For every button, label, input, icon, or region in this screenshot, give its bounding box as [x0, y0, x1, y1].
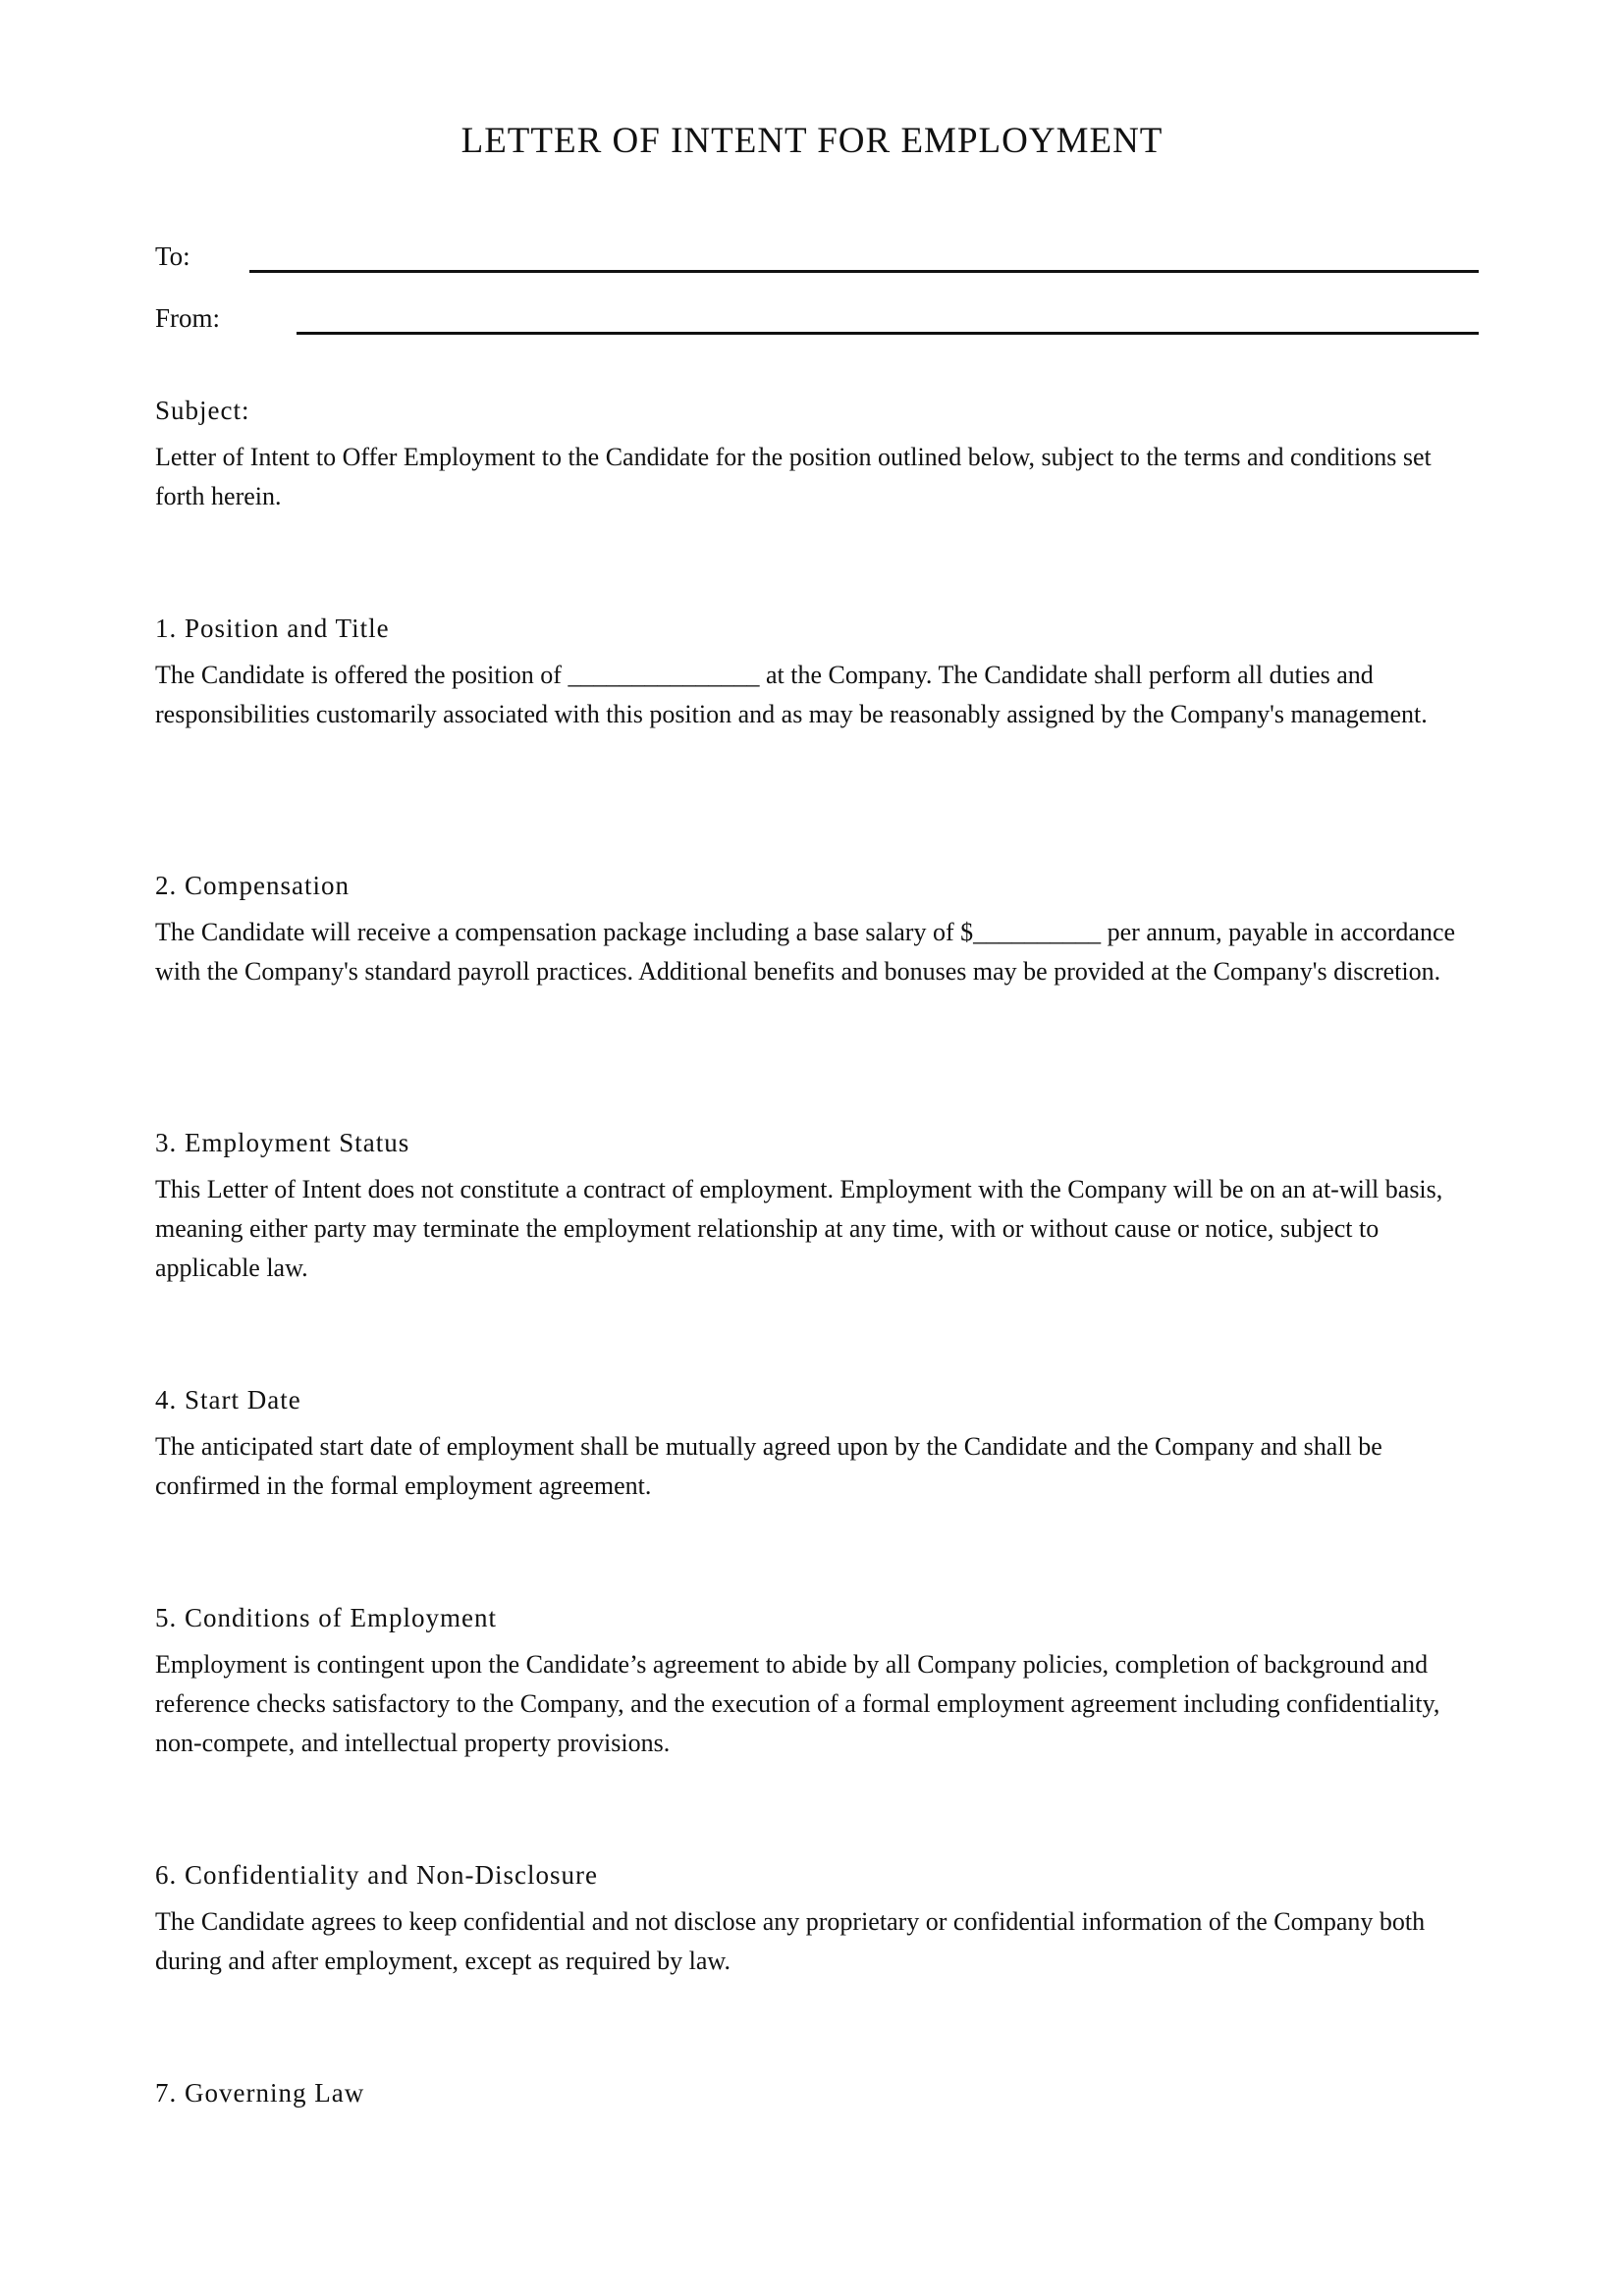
section-heading-employment-status: 3. Employment Status	[155, 1128, 410, 1157]
section-body-compensation: The Candidate will receive a compensation package including a base salary of $__________ per annum, payable in accordance with the Company's standard payroll practices. Additional benefits and bonuses may be provided at the Company's discretion.	[155, 918, 1456, 986]
section-heading-conditions: 5. Conditions of Employment	[155, 1603, 497, 1632]
subject-label: Subject:	[155, 396, 250, 425]
section-heading-position: 1. Position and Title	[155, 614, 390, 643]
document-title: LETTER OF INTENT FOR EMPLOYMENT	[460, 121, 1164, 161]
section-heading-compensation: 2. Compensation	[155, 871, 350, 900]
to-label: To:	[155, 241, 190, 271]
section-body-employment-status: This Letter of Intent does not constitute a contract of employment. Employment with the Company will be on an at-will basis, meaning either party may terminate the employment relationship at any time, with or without cause or notice, subject to applicable law.	[155, 1175, 1443, 1282]
section-body-position: The Candidate is offered the position of _______________ at the Company. The Candidate shall perform all duties and responsibilities customarily associated with this position and as may be reasonably assigned by the Company's management.	[155, 661, 1428, 728]
section-body-conditions: Employment is contingent upon the Candidate’s agreement to abide by all Company policies, completion of background and reference checks satisfactory to the Company, and the execution of a formal employment agreement including confidentiality, non-compete, and intellectual property provisions.	[155, 1650, 1440, 1757]
section-body-confidentiality: The Candidate agrees to keep confidential and not disclose any proprietary or confidential information of the Company both during and after employment, except as required by law.	[155, 1907, 1426, 1975]
section-body-start-date: The anticipated start date of employment shall be mutually agreed upon by the Candidate and the Company and shall be confirmed in the formal employment agreement.	[155, 1432, 1382, 1500]
section-heading-governing-law: 7. Governing Law	[155, 2078, 365, 2108]
subject-text: Letter of Intent to Offer Employment to the Candidate for the position outlined below, subject to the terms and conditions set forth herein.	[155, 443, 1432, 510]
to-field[interactable]	[249, 270, 1479, 273]
from-field[interactable]	[297, 332, 1479, 335]
section-heading-start-date: 4. Start Date	[155, 1385, 301, 1415]
from-label: From:	[155, 303, 221, 333]
section-heading-confidentiality: 6. Confidentiality and Non-Disclosure	[155, 1860, 598, 1890]
